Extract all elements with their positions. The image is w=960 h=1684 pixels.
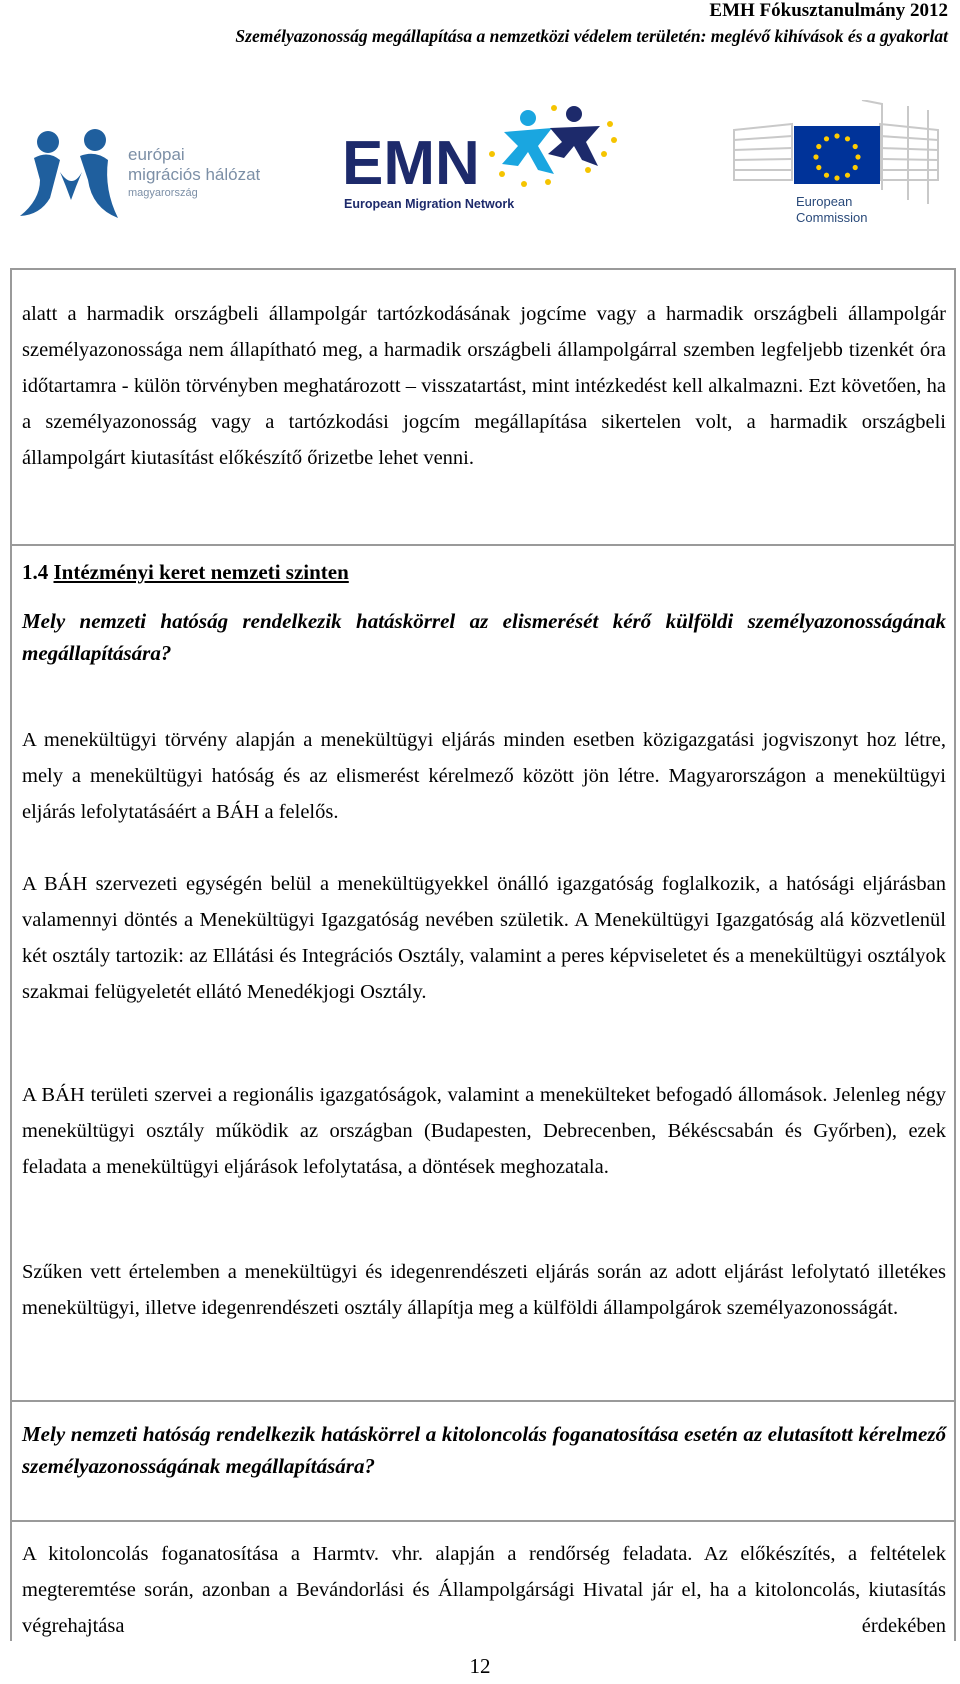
emn-logo-subtitle: European Migration Network (344, 197, 515, 211)
running-header-title: EMH Fókusztanulmány 2012 (709, 0, 948, 21)
page-number: 12 (469, 1654, 491, 1678)
question-deportation-authority: Mely nemzeti hatóság rendelkezik hatáskörrel a kitoloncolás foganatosítása esetén az elutasított kérelmező személyazonosságának megállapítására? (22, 1422, 946, 1478)
question-asylum-authority: Mely nemzeti hatóság rendelkezik hatáskörrel az elismerését kérő külföldi személyazonosságának megállapítására? (22, 609, 946, 665)
ec-logo-text-2: Commission (796, 210, 868, 225)
european-commission-logo (732, 100, 942, 235)
paragraph-retention: alatt a harmadik országbeli állampolgár tartózkodásának jogcíme vagy a harmadik országbeli állampolgár személyazonossága nem állapítható meg, a harmadik országbeli állampolgárral szemben legfeljebb tizenkét óra időtartamra - külön törvényben meghatározott – visszatartást, mint intézkedést kell alkalmazni. Ezt követően, ha a személyazonosság vagy a tartózkodási jogcím megállapítása sikertelen volt, a harmadik országbeli állampolgárt kiutasítást előkészítő őrizetbe lehet venni. (22, 303, 946, 469)
section-heading (22, 560, 349, 585)
ec-logo-text-1: European (796, 194, 853, 209)
frame-divider (10, 1520, 956, 1522)
frame-divider (10, 1400, 956, 1402)
paragraph-bah-structure: A BÁH szervezeti egységén belül a menekültügyekkel önálló igazgatóság foglalkozik, a hatósági eljárásban valamennyi döntés a Menekültügyi Igazgatóság nevében születik. A Menekültügyi Igazgatóság alá közvetlenül két osztály tartozik: az Ellátási és Integrációs Osztály, valamint a peres képviseletet és a menekültügyi osztályok szakmai felügyeletét ellátó Menedékjogi Osztály. (22, 873, 946, 1003)
paragraph-regional-offices: A BÁH területi szervei a regionális igazgatóságok, valamint a menekülteket befogadó állomások. Jelenleg négy menekültügyi osztály működik az országban (Budapesten, Debrecenben, Békéscsabán és Győrben), ezek feladata a menekültügyi eljárások lefolytatása, a döntések meghozatala. (22, 1084, 946, 1178)
emh-logo-text-2: migrációs hálózat (128, 165, 260, 184)
paragraph-asylum-procedure: A menekültügyi törvény alapján a menekültügyi eljárás minden esetben közigazgatási jogviszonyt hoz létre, mely a menekültügyi hatóság és az elismerést kérelmező között jön létre. Magyarországon a menekültügyi eljárás lefolytatásáért a BÁH a felelős. (22, 729, 946, 823)
emn-logo (342, 104, 632, 214)
emh-logo (10, 120, 260, 230)
section-number: 1.4 (22, 560, 49, 584)
emh-logo-text-1: európai (128, 145, 185, 164)
emn-logo-title: EMN (342, 129, 480, 198)
emh-logo-text-3: magyarország (128, 187, 198, 199)
paragraph-identity-procedure: Szűken vett értelemben a menekültügyi és idegenrendészeti eljárás során az adott eljárást lefolytató illetékes menekültügyi, illetve idegenrendészeti osztály állapítja meg a külföldi állampolgárok személyazonosságát. (22, 1261, 946, 1319)
running-header-subtitle: Személyazonosság megállapítása a nemzetközi védelem területén: meglévő kihívások és a gyakorlat (235, 26, 948, 46)
emn-figures-icon (489, 105, 617, 187)
logo-strip (0, 92, 960, 242)
section-title: Intézményi keret nemzeti szinten (53, 560, 349, 584)
frame-divider (10, 544, 956, 546)
paragraph-deportation: A kitoloncolás foganatosítása a Harmtv. vhr. alapján a rendőrség feladata. Az előkészítés, a feltételek megteremtése során, azonban a Bevándorlási és Állampolgársági Hivatal jár el, ha a kitoloncolás, kiutasítás végrehajtása érdekében (22, 1543, 946, 1637)
